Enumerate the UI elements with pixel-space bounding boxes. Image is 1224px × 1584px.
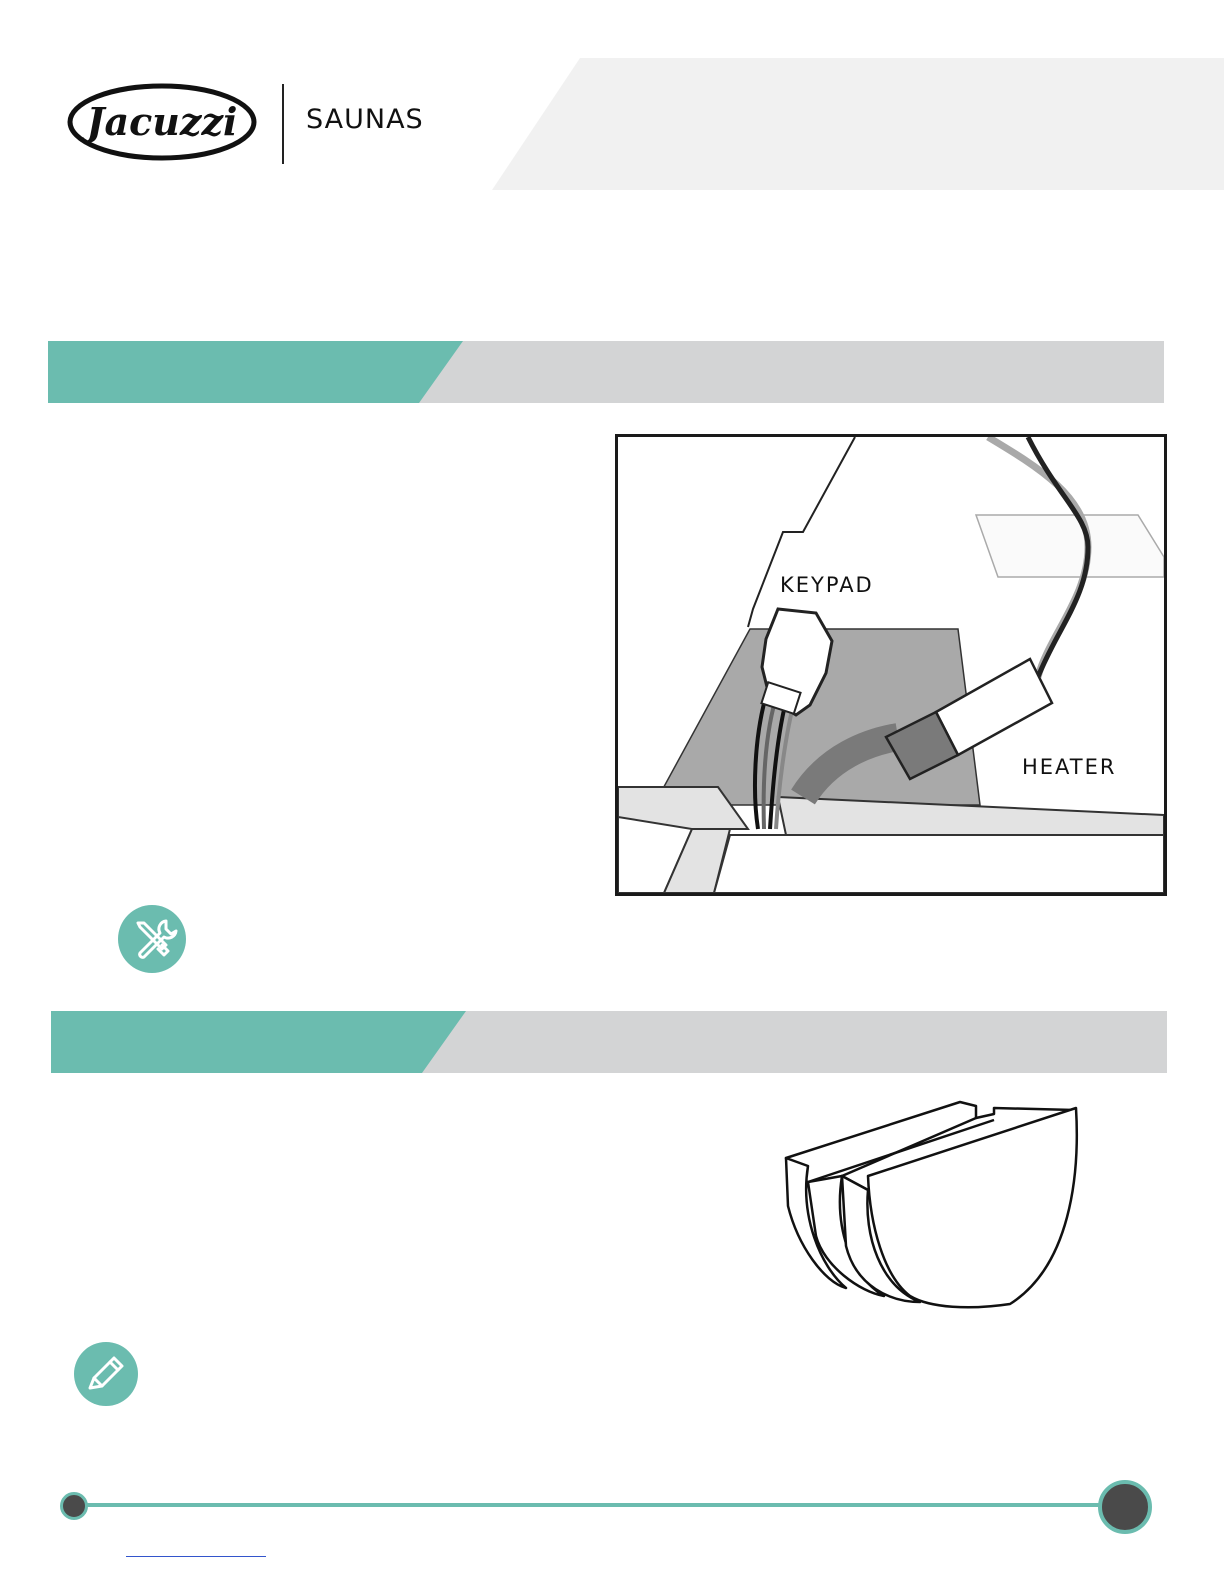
footer-link-underline	[126, 1556, 266, 1557]
page-number-badge	[1098, 1480, 1152, 1534]
jacuzzi-logo	[66, 82, 258, 162]
brand-subtitle: SAUNAS	[306, 104, 424, 135]
section-bar-1	[48, 341, 1164, 403]
section-bar-2-accent	[51, 1011, 466, 1073]
section-bar-2	[51, 1011, 1167, 1073]
pencil-icon	[74, 1342, 138, 1406]
header-band	[492, 58, 1224, 190]
svg-text:Jacuzzi: Jacuzzi	[86, 99, 238, 144]
heater-label: HEATER	[1022, 755, 1117, 779]
section-bar-1-accent	[48, 341, 463, 403]
footer-rule	[72, 1503, 1124, 1507]
brand-divider	[282, 84, 284, 164]
half-round-block-figure	[780, 1096, 1080, 1312]
keypad-label: KEYPAD	[780, 573, 874, 597]
keypad-heater-figure	[615, 434, 1167, 896]
tools-icon	[118, 905, 186, 973]
footer-dot-left	[60, 1492, 88, 1520]
